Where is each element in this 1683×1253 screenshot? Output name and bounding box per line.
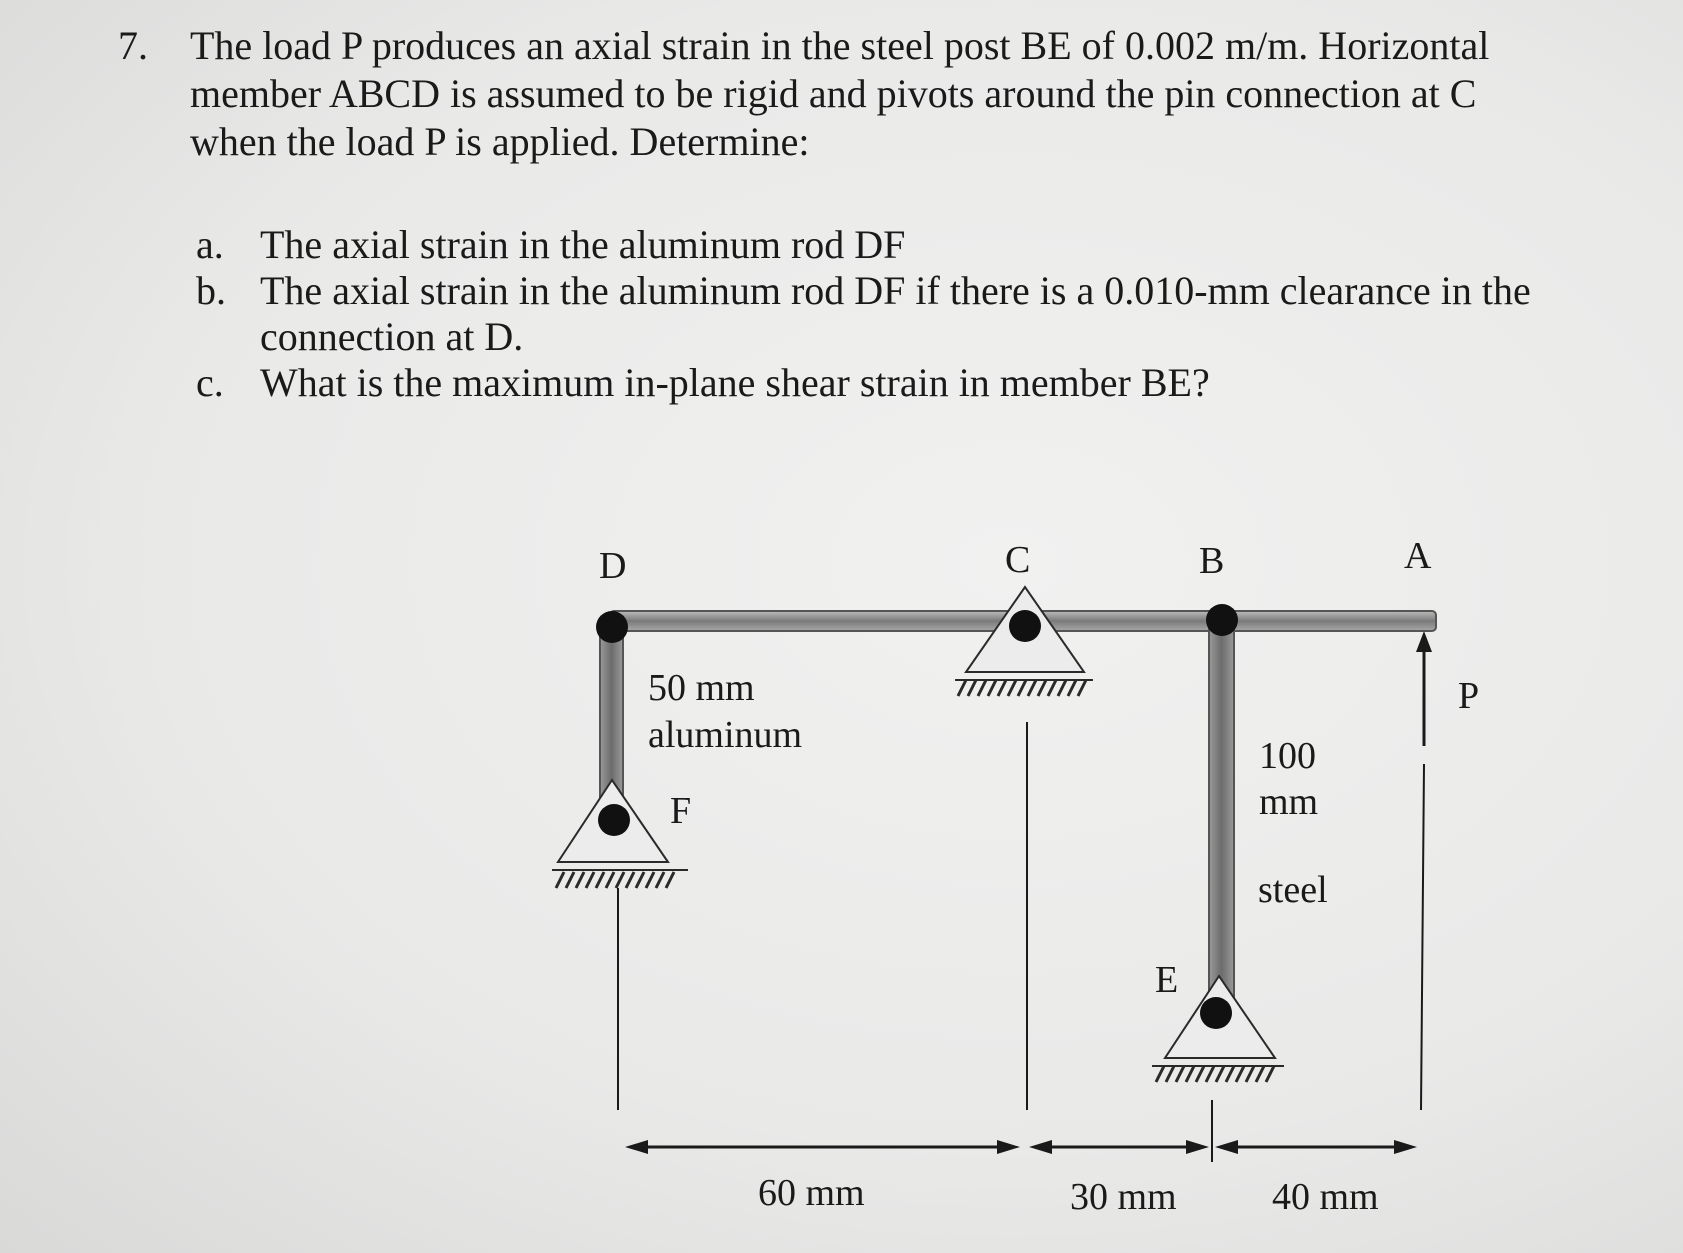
pin-b [1206, 604, 1238, 636]
stem-line: when the load P is applied. Determine: [190, 119, 810, 164]
part-text: connection at D. [260, 314, 524, 359]
stem-line: The load P produces an axial strain in the steel post BE of 0.002 m/m. Horizontal [190, 23, 1490, 68]
post-be-size-line2: mm [1259, 781, 1319, 823]
pin-c [1009, 610, 1041, 642]
stem-line: member ABCD is assumed to be rigid and pivots around the pin connection at C [190, 71, 1477, 116]
label-d: D [599, 545, 627, 587]
part-text: The axial strain in the aluminum rod DF [260, 222, 906, 267]
pin-e [1200, 997, 1232, 1029]
post-be-size-line1: 100 [1259, 735, 1316, 777]
rod-df-material: aluminum [648, 714, 803, 756]
rod-df-size: 50 mm [648, 667, 755, 709]
steel-post-be [1209, 626, 1234, 1011]
dimension-line [625, 1140, 1417, 1154]
post-be-material: steel [1258, 869, 1328, 911]
label-e: E [1155, 959, 1179, 1001]
part-text: The axial strain in the aluminum rod DF if there is a 0.010-mm clearance in the [260, 268, 1531, 313]
part-label: b. [196, 268, 226, 313]
label-c: C [1005, 539, 1031, 581]
part-label: c. [196, 360, 224, 405]
part-label: a. [196, 222, 224, 267]
pin-f [598, 804, 630, 836]
problem-number: 7. [118, 23, 148, 68]
label-f: F [670, 790, 692, 832]
label-a: A [1404, 535, 1432, 577]
dimension-60mm: 60 mm [758, 1172, 865, 1214]
part-text: What is the maximum in-plane shear strain in member BE? [260, 360, 1210, 405]
extension-line-a [1421, 764, 1424, 1110]
label-p: P [1458, 675, 1480, 717]
dimension-40mm: 40 mm [1272, 1176, 1379, 1218]
load-p-arrow [1416, 631, 1432, 746]
dimension-30mm: 30 mm [1070, 1176, 1177, 1218]
label-b: B [1199, 540, 1225, 582]
pin-d [596, 611, 628, 643]
